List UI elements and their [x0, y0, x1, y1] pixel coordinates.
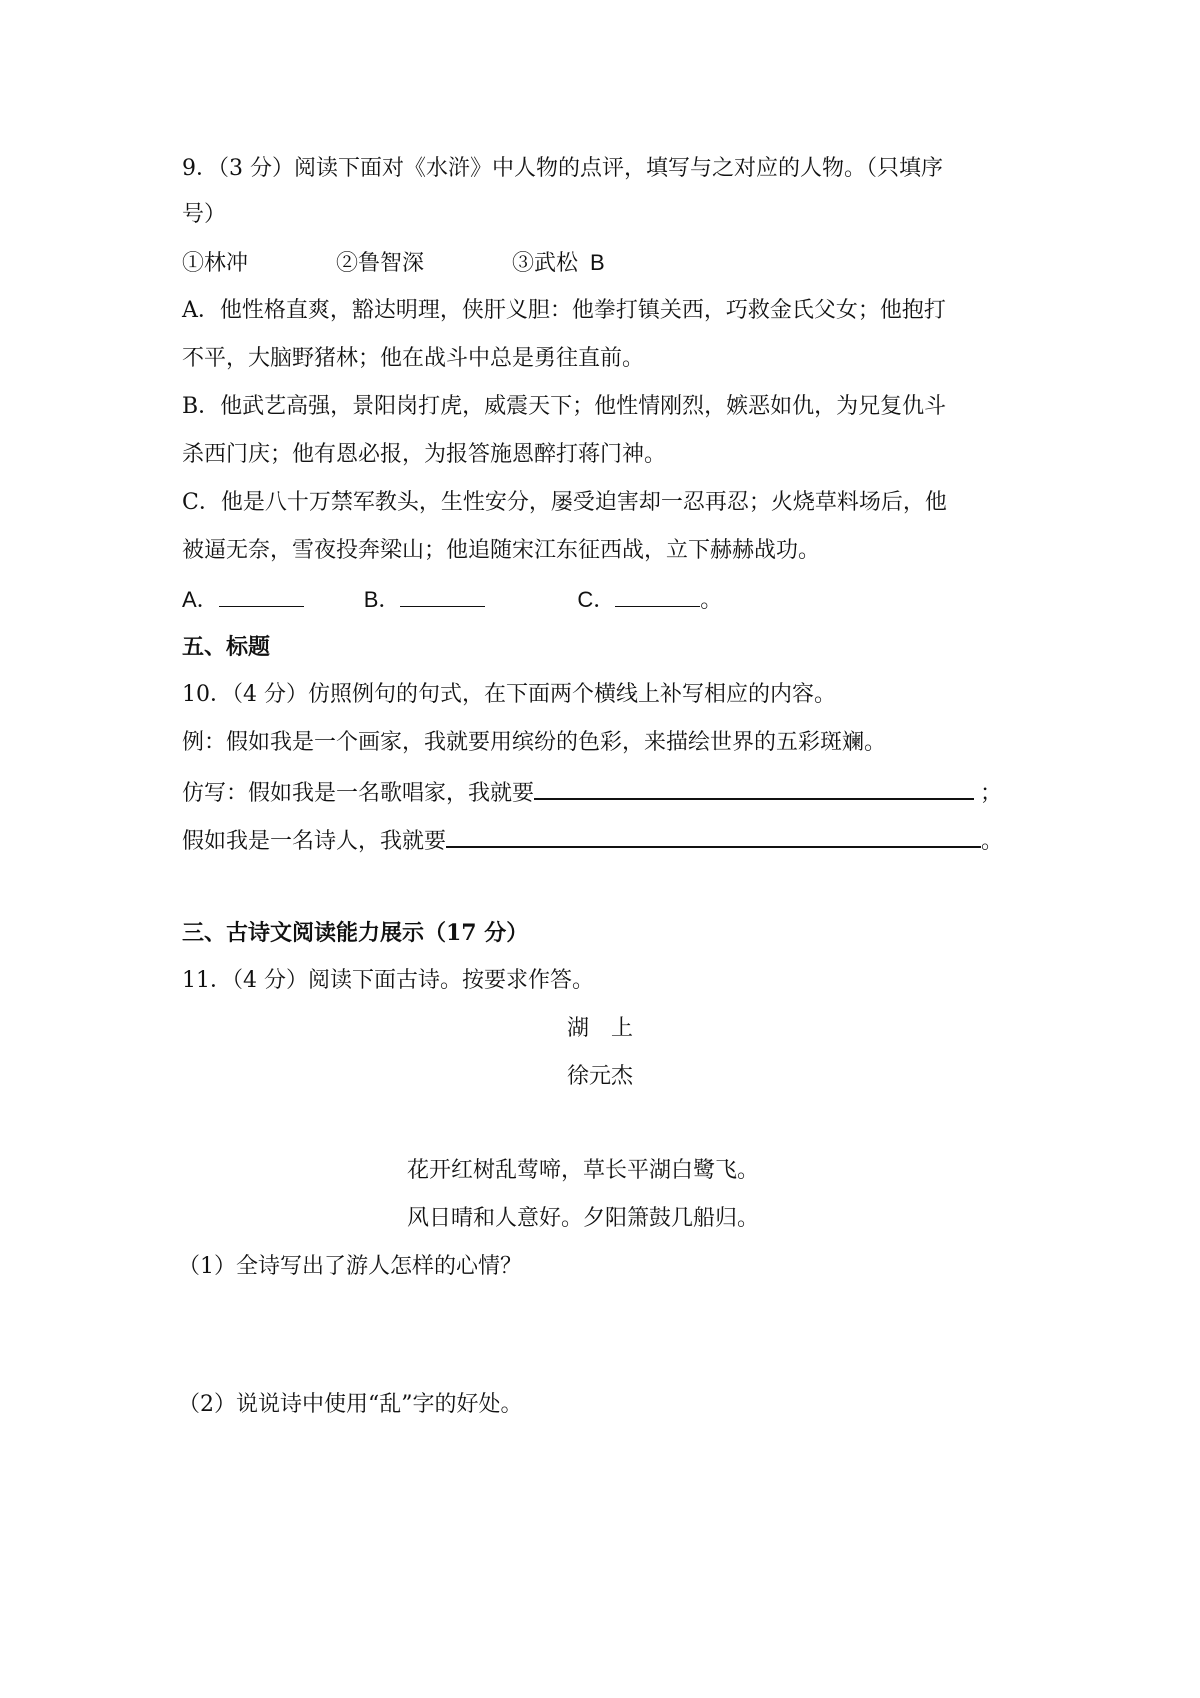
q11-stem: 11．（4 分）阅读下面古诗。按要求作答。: [182, 968, 594, 993]
imitate2-end: 。: [981, 829, 1004, 854]
imitate1-end: ；: [980, 781, 1003, 806]
answer-b-label: B．: [363, 587, 401, 612]
imitate1-text: 仿写：假如我是一名歌唱家，我就要: [182, 781, 535, 806]
poem-line1: 花开红树乱莺啼，草长平湖白鹭飞。: [407, 1158, 760, 1183]
answer-a-label: A．: [182, 587, 219, 612]
q9-c-line2: 被逼无奈，雪夜投奔梁山；他追随宋江东征西战，立下赫赫战功。: [182, 538, 821, 563]
poem-author: 徐元杰: [566, 1064, 633, 1089]
q9-stem-line1: 9．（3 分）阅读下面对《水浒》中人物的点评，填写与之对应的人物。（只填序: [182, 156, 943, 181]
q9-a-line1: A．他性格直爽，豁达明理，侠肝义胆：他拳打镇关西，巧救金氏父女；他抱打: [182, 298, 946, 323]
q10-example: 例：假如我是一个画家，我就要用缤纷的色彩，来描绘世界的五彩斑斓。: [182, 730, 887, 755]
answer-c-blank[interactable]: [615, 584, 700, 607]
option-wusong: ③武松: [512, 251, 579, 276]
q11-sub2: （2）说说诗中使用“乱”字的好处。: [178, 1392, 523, 1417]
q9-options: [182, 248, 605, 279]
options-tail: B: [590, 250, 605, 275]
poem-line2: 风日晴和人意好。夕阳箫鼓几船归。: [407, 1206, 760, 1231]
q9-b-line1: B．他武艺高强，景阳岗打虎，威震天下；他性情刚烈，嫉恶如仇，为兄复仇斗: [182, 394, 947, 419]
q9-stem-line2: 号）: [182, 202, 227, 227]
answer-a-blank[interactable]: [219, 584, 304, 607]
option-luzhishen: ②鲁智深: [336, 251, 425, 276]
section5-heading: 五、标题: [182, 634, 271, 660]
q9-b-line2: 杀西门庆；他有恩必报，为报答施恩醉打蒋门神。: [182, 442, 667, 467]
q9-a-line2: 不平，大脑野猪林；他在战斗中总是勇往直前。: [182, 346, 645, 371]
answer-c-label: C．: [577, 587, 616, 612]
q10-imitate2: [182, 824, 1003, 857]
poem-title: 湖 上: [566, 1016, 633, 1041]
q9-c-line1: C．他是八十万禁军教头，生性安分，屡受迫害却一忍再忍；火烧草料场后，他: [182, 490, 947, 515]
q9-answer-row: [182, 584, 722, 616]
option-linchong: ①林冲: [182, 251, 249, 276]
q11-sub1: （1）全诗写出了游人怎样的心情？: [178, 1254, 522, 1279]
answer-b-blank[interactable]: [400, 584, 485, 607]
imitate2-blank[interactable]: [446, 824, 981, 848]
q10-stem: 10．（4 分）仿照例句的句式，在下面两个横线上补写相应的内容。: [182, 682, 836, 707]
imitate1-blank[interactable]: [534, 776, 974, 800]
q10-imitate1: [182, 776, 1002, 809]
section3-heading: 三、古诗文阅读能力展示（17 分）: [182, 920, 529, 946]
imitate2-text: 假如我是一名诗人，我就要: [182, 829, 447, 854]
answer-end: 。: [700, 588, 723, 613]
